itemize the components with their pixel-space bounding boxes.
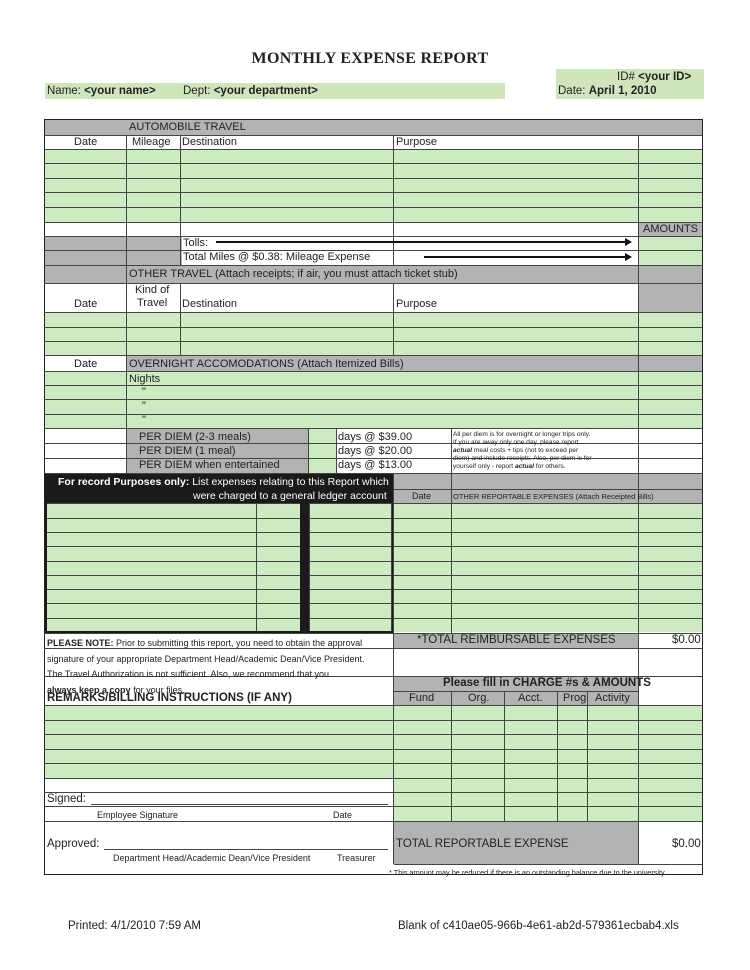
col-kind-divider: [180, 283, 181, 356]
record-purposes-line2: were charged to a general ledger account: [193, 490, 387, 502]
perdiem-row-3: PER DIEM when entertained: [139, 459, 280, 471]
perdiem-rate-1: days @ $39.00: [338, 431, 413, 443]
reportable-row-divider: [394, 618, 703, 619]
row-divider: [44, 355, 703, 356]
footnote: * This amount may be reduced if there is an outstanding balance due to the university.: [389, 868, 667, 877]
reportable-row-divider: [394, 503, 703, 504]
record-row-divider: [309, 589, 391, 590]
ditto-mark: ": [142, 386, 146, 398]
date-value: April 1, 2010: [588, 85, 657, 97]
perdiem-note-text: for others.: [534, 463, 566, 470]
overnight-col-date: Date: [74, 358, 98, 370]
perdiem-note-emph: actual: [453, 447, 473, 454]
dept-field[interactable]: [183, 85, 318, 97]
row-divider: [44, 236, 703, 237]
approved-label: Approved:: [47, 838, 100, 850]
please-note-text: Prior to submitting this report, you need to obtain the approval: [113, 638, 363, 648]
record-row-divider: [309, 561, 391, 562]
total-reportable-bottom: [394, 864, 703, 865]
signed-label: Signed:: [47, 793, 87, 805]
row-divider: [44, 222, 703, 223]
dept-label: Dept:: [183, 85, 211, 97]
other-col-destination: Destination: [182, 298, 238, 310]
amount-divider: [638, 474, 639, 864]
reportable-row-divider: [394, 575, 703, 576]
reportable-header-divider: [394, 489, 703, 490]
perdiem-divider: [336, 429, 337, 473]
row-divider: [44, 178, 703, 179]
id-field[interactable]: [617, 71, 691, 83]
charge-col-divider: [587, 691, 588, 821]
record-row-divider: [47, 575, 300, 576]
reportable-col-other: OTHER REPORTABLE EXPENSES (Attach Receipted Bills): [453, 492, 654, 501]
charge-col-prog: Prog: [563, 692, 587, 704]
perdiem-rate-2: days @ $20.00: [338, 445, 413, 457]
auto-col-date: Date: [74, 136, 98, 148]
charge-col-acct: Acct.: [518, 692, 543, 704]
please-note-label: PLEASE NOTE:: [47, 638, 114, 648]
perdiem-divider: [451, 429, 452, 473]
other-col-date: Date: [74, 298, 98, 310]
please-note-text: for your files.: [130, 684, 185, 695]
record-purposes-bold: For record Purposes only:: [58, 476, 190, 488]
record-row-divider: [309, 532, 391, 533]
please-note-line: [47, 636, 365, 652]
col-date-divider: [126, 135, 127, 473]
record-row-divider: [47, 561, 300, 562]
row-divider: [44, 792, 703, 793]
auto-col-destination: Destination: [182, 136, 238, 148]
record-divider: [391, 503, 392, 631]
perdiem-note-line: [453, 447, 638, 455]
reportable-row-divider: [394, 589, 703, 590]
tolls-arrow-icon: [216, 241, 630, 243]
miles-arrow-icon: [424, 256, 630, 258]
record-divider: [256, 503, 257, 631]
charge-col-org: Org.: [468, 692, 490, 704]
please-note-bold: always keep a copy: [47, 684, 131, 695]
record-row-divider: [309, 575, 391, 576]
row-divider: [44, 720, 703, 721]
ditto-mark: ": [142, 414, 146, 426]
center-divider: [393, 474, 394, 864]
row-divider: [44, 806, 703, 807]
date-label: Date:: [558, 85, 586, 97]
row-divider: [44, 473, 703, 474]
perdiem-divider: [308, 429, 309, 473]
row-divider: [44, 207, 703, 208]
name-value: <your name>: [84, 85, 156, 97]
reportable-row-divider: [394, 532, 703, 533]
row-divider: [44, 428, 703, 429]
approver-caption: Department Head/Academic Dean/Vice President: [113, 853, 311, 863]
other-col-purpose: Purpose: [396, 298, 437, 310]
perdiem-note-line: diem) and include receipts. Also, per diem is for: [453, 455, 592, 462]
please-note: [47, 636, 365, 698]
charge-col-activity: Activity: [595, 692, 630, 704]
reportable-row-divider: [394, 603, 703, 604]
reportable-col-date: Date: [412, 491, 432, 501]
row-divider: [44, 312, 703, 313]
approval-line[interactable]: [104, 849, 388, 850]
col-destination-divider: [393, 135, 394, 265]
amounts-header: AMOUNTS: [643, 223, 698, 235]
perdiem-row-2: PER DIEM (1 meal): [139, 445, 236, 457]
perdiem-note-line: [453, 463, 638, 471]
col-destination-divider: [393, 283, 394, 356]
row-divider: [44, 821, 703, 822]
reportable-divider: [451, 474, 452, 633]
row-divider: [44, 149, 703, 150]
record-row-divider: [309, 546, 391, 547]
other-col-kind-travel: Travel: [137, 297, 168, 309]
charge-col-fund: Fund: [409, 692, 435, 704]
treasurer-caption: Treasurer: [337, 853, 376, 863]
perdiem-note-text: yourself only - report: [453, 463, 515, 470]
total-reportable-label: TOTAL REPORTABLE EXPENSE: [396, 838, 569, 850]
reportable-row-divider: [394, 546, 703, 547]
charge-heading: Please fill in CHARGE #s & AMOUNTS: [443, 677, 651, 689]
total-reimbursable-label: *TOTAL REIMBURSABLE EXPENSES: [417, 634, 616, 646]
name-field[interactable]: [47, 85, 156, 97]
dollar-sign: $: [302, 504, 308, 516]
record-row-divider: [309, 518, 391, 519]
row-divider: [44, 763, 703, 764]
record-purposes-text: List expenses relating to this Report which: [189, 476, 389, 488]
remarks-heading: REMARKS/BILLING INSTRUCTIONS (IF ANY): [47, 692, 292, 704]
record-row-divider: [47, 518, 300, 519]
employee-signature-caption: Employee Signature: [97, 810, 179, 820]
printed-timestamp: Printed: 4/1/2010 7:59 AM: [68, 920, 201, 932]
perdiem-note-text: meal costs + tips (not to exceed per: [472, 447, 579, 454]
row-divider: [44, 749, 703, 750]
id-label: ID#: [617, 71, 635, 83]
total-miles-label: Total Miles @ $0.38: Mileage Expense: [183, 251, 371, 263]
record-divider: [309, 503, 310, 631]
row-divider: [44, 250, 703, 251]
row-divider: [44, 163, 703, 164]
record-row-divider: [47, 589, 300, 590]
row-divider: [44, 327, 703, 328]
id-value: <your ID>: [638, 71, 692, 83]
perdiem-note: [453, 431, 638, 471]
name-label: Name:: [47, 85, 81, 97]
total-reportable-value: $0.00: [672, 838, 701, 850]
overnight-section-title: OVERNIGHT ACCOMODATIONS (Attach Itemized Bills): [129, 358, 404, 370]
reportable-row-divider: [394, 518, 703, 519]
perdiem-rate-3: days @ $13.00: [338, 459, 413, 471]
auto-col-mileage: Mileage: [132, 136, 171, 148]
record-row-divider: [309, 618, 391, 619]
auto-section-title: AUTOMOBILE TRAVEL: [129, 121, 246, 133]
charge-col-divider: [504, 691, 505, 821]
col-mileage-divider: [180, 135, 181, 265]
signature-line[interactable]: [91, 804, 388, 805]
row-divider: [44, 734, 703, 735]
ditto-mark: ": [142, 400, 146, 412]
record-row-divider: [47, 603, 300, 604]
record-purposes-line1: [58, 476, 389, 488]
record-row-divider: [309, 603, 391, 604]
tolls-label: Tolls:: [183, 237, 209, 249]
record-row-divider: [47, 546, 300, 547]
other-col-kind: Kind of: [135, 284, 170, 296]
nights-label: Nights: [129, 373, 161, 385]
perdiem-note-emph: actual: [514, 463, 534, 470]
please-note-line: signature of your appropriate Department Head/Academic Dean/Vice President.: [47, 653, 365, 664]
total-reimbursable-value: $0.00: [672, 634, 701, 646]
record-row-divider: [47, 503, 300, 504]
perdiem-note-line: If you are away only one day, please report: [453, 439, 579, 446]
record-row-divider: [47, 532, 300, 533]
perdiem-note-line: All per diem is for overnight or longer trips only.: [453, 431, 591, 438]
row-divider: [44, 705, 703, 706]
record-row-divider: [309, 503, 391, 504]
row-divider: [44, 192, 703, 193]
reportable-row-divider: [394, 561, 703, 562]
auto-col-purpose: Purpose: [396, 136, 437, 148]
please-note-line: The Travel Authorization is not sufficient. Also, we recommend that you: [47, 669, 329, 679]
row-divider: [44, 341, 703, 342]
row-divider: [44, 371, 703, 372]
row-divider: [44, 265, 703, 266]
dept-value: <your department>: [213, 85, 318, 97]
file-name: Blank of c410ae05-966b-4e61-ab2d-579361ecbab4.xls: [398, 920, 679, 932]
charge-col-divider: [451, 691, 452, 821]
date-field[interactable]: [558, 85, 656, 97]
perdiem-row-1: PER DIEM (2-3 meals): [139, 431, 251, 443]
col-amount-divider: [638, 135, 639, 473]
row-divider: [44, 778, 703, 779]
record-row-divider: [47, 618, 300, 619]
other-section-title: OTHER TRAVEL (Attach receipts; if air, you must attach ticket stub): [129, 268, 458, 280]
page-title: MONTHLY EXPENSE REPORT: [251, 50, 489, 67]
charge-col-divider: [557, 691, 558, 821]
signature-date-caption: Date: [333, 810, 353, 820]
